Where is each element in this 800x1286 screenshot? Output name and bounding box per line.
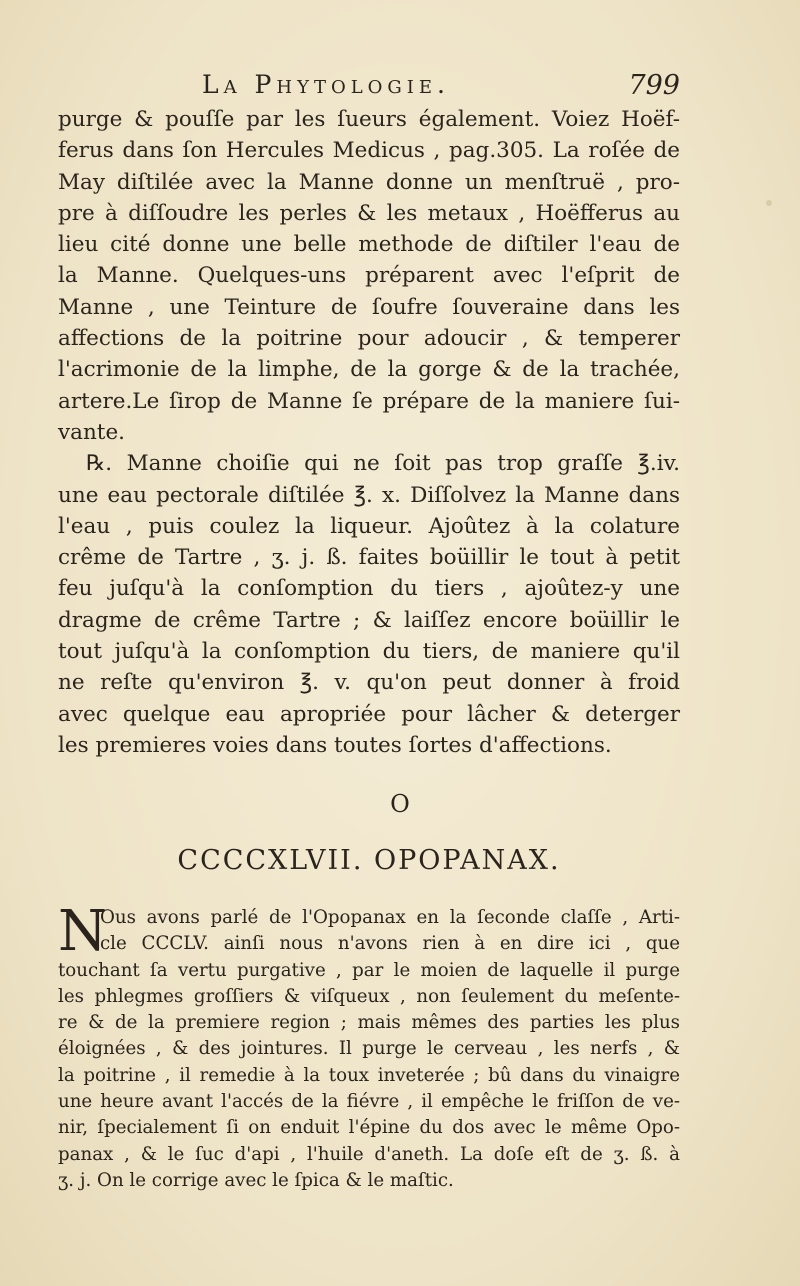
text-line: Manne , une Teinture de ſoufre ſouveraine dans les [58,294,680,320]
page-header [58,70,680,104]
text-line: lieu cité donne une belle methode de diſtiler l'eau de [58,232,680,258]
text-line: tout juſqu'à la conſomption du tiers, de maniere qu'il [58,639,680,665]
text-line: crême de Tartre , ʒ. j. ß. faites boüillir le tout à petit [58,545,680,571]
opopanax-article [58,899,680,1194]
text-line: artere.Le ſirop de Manne ſe prépare de la maniere ſui- [58,388,680,414]
article-line: les phlegmes groſſiers & viſqueux , non ſeulement du meſente- [58,985,680,1007]
text-line: l'acrimonie de la limphe, de la gorge & de la trachée, [58,357,680,383]
text-line: avec quelque eau apropriée pour lâcher & deterger [58,701,680,727]
text-line: ne reſte qu'environ ℥. v. qu'on peut donner à froid [58,670,680,696]
recipe-line: ℞. Manne choiſie qui ne ſoit pas trop graſſe ℥.iv. [86,451,680,477]
text-line: la Manne. Quelques-uns préparent avec l'eſprit de [58,263,680,289]
text-line: pre à diſſoudre les perles & les metaux , Hoëfferus au [58,200,680,226]
text-line: dragme de crême Tartre ; & laiſſez encore boüillir le [58,607,680,633]
section-title: CCCCXLVII. OPOPANAX. [177,845,561,876]
article-line: éloignées , & des jointures. Il purge le cerveau , les nerfs , & [58,1038,680,1060]
article-line: touchant ſa vertu purgative , par le moien de laquelle il purge [58,959,680,981]
text-line: purge & pouſſe par les ſueurs également. Voiez Hoëf- [58,107,680,132]
article-line: ʒ. j. On le corrige avec le ſpica & le maſtic. [58,1169,454,1191]
article-line: la poitrine , il remedie à la toux inveterée ; bû dans du vinaigre [58,1064,680,1086]
article-line: une heure avant l'accés de la fiévre , il empêche le friſſon de ve- [58,1091,680,1113]
article-line: re & de la premiere region ; mais mêmes des parties les plus [58,1012,680,1034]
paper-blemish [766,200,772,206]
article-line: cle CCCLV. ainſi nous n'avons rien à en dire ici , que [100,933,680,955]
text-line: l'eau , puis coulez la liqueur. Ajoûtez à la colature [58,513,680,539]
text-line: une eau pectorale diſtilée ℥. x. Diſſolvez la Manne dans [58,482,680,508]
text-line: affections de la poitrine pour adoucir , & temperer [58,326,680,352]
text-line: ferus dans ſon Hercules Medicus , pag.305. La roſée de [58,138,680,164]
drop-cap: N [58,899,107,964]
article-line: panax , & le ſuc d'api , l'huile d'aneth. La doſe eſt de ʒ. ß. à [58,1143,680,1165]
article-line: Ous avons parlé de l'Opopanax en la ſeconde claſſe , Arti- [100,907,680,928]
main-text-block [58,104,680,761]
text-line: May diſtilée avec la Manne donne un menſtruë , pro- [58,169,680,195]
running-title: La Phytologie. [202,70,450,99]
section-letter: O [390,790,410,818]
text-line: les premieres voies dans toutes ſortes d'affections. [58,732,612,758]
text-line: feu juſqu'à la conſomption du tiers , ajoûtez-y une [58,576,680,602]
article-line: nir, ſpecialement ſi on enduit l'épine du dos avec le même Opo- [58,1117,680,1139]
text-line: vante. [58,419,126,445]
page-number: 799 [628,70,680,101]
